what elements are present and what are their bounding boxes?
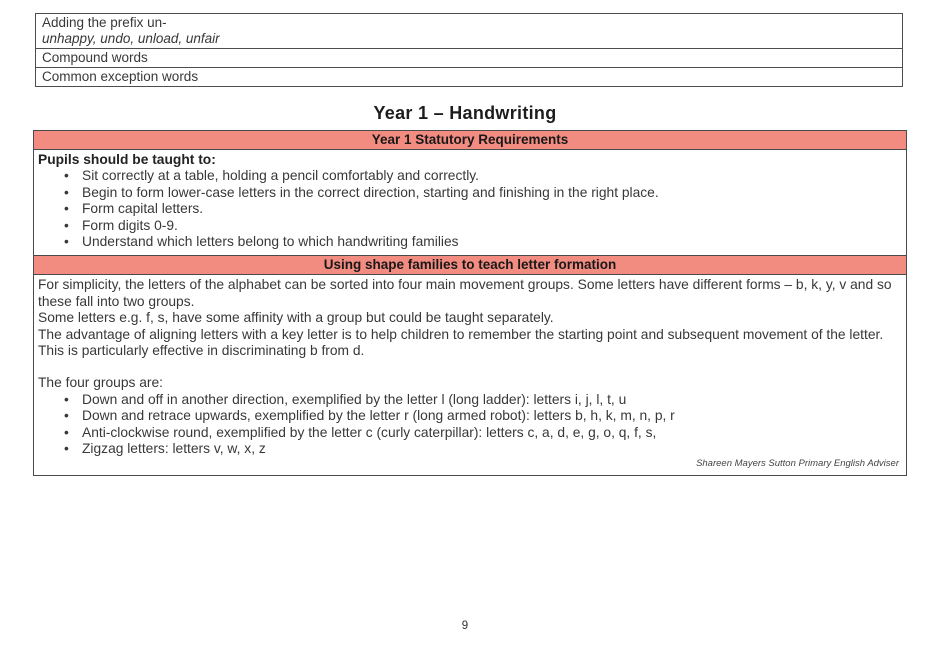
letter-groups-list [38,392,901,458]
list-item [38,185,901,201]
section-header-shape-families: Using shape families to teach letter formation [34,255,906,275]
paragraph: The advantage of aligning letters with a key letter is to help children to remember the starting point and subsequent movement of the letter. This is particularly effective in discriminating b from d. [38,326,884,359]
handwriting-table [33,130,907,476]
shape-families-cell [34,275,906,474]
list-item-text: Begin to form lower-case letters in the correct direction, starting and finishing in the right place. [82,184,659,200]
statutory-requirements-cell [34,150,906,255]
list-item-text: Zigzag letters: letters v, w, x, z [82,441,266,457]
list-item [38,441,901,457]
table-row [36,14,902,49]
table-cell-text: Common exception words [42,69,199,84]
bullet-icon: • [64,424,69,440]
bullet-icon: • [64,441,69,457]
list-item-text: Form digits 0-9. [82,217,178,233]
bullet-icon: • [64,201,69,217]
cell-intro-text: Pupils should be taught to: [38,152,216,167]
table-row [36,49,902,68]
paragraph: For simplicity, the letters of the alphabet can be sorted into four main movement groups. Some letters have different forms – b, k, y, v and so these fall into two groups. [38,277,892,309]
section-header-statutory-requirements: Year 1 Statutory Requirements [34,131,906,150]
list-item [38,425,901,441]
table-cell-text: Adding the prefix un- [42,15,167,30]
bullet-icon: • [64,217,69,233]
author-credit: Shareen Mayers Sutton Primary English Adviser [696,457,899,469]
bullet-icon: • [64,234,69,250]
list-item [38,408,901,424]
list-item [38,392,901,408]
groups-intro-text: The four groups are: [38,375,164,391]
blank-line [38,359,901,375]
list-item-text: Sit correctly at a table, holding a pencil comfortably and correctly. [82,168,479,184]
page-number: 9 [461,620,469,632]
bullet-icon: • [64,408,69,424]
list-item-text: Down and retrace upwards, exemplified by the letter r (long armed robot): letters b, h, k, m, n, p, r [82,408,675,424]
list-item [38,218,901,234]
paragraph: Some letters e.g. f, s, have some affinity with a group but could be taught separately. [38,310,554,326]
list-item [38,234,901,250]
statutory-requirements-list [38,168,901,250]
list-item [38,201,901,217]
list-item-text: Form capital letters. [82,201,204,217]
bullet-icon: • [64,168,69,184]
table-cell-example-text: unhappy, undo, unload, unfair [42,31,220,46]
bullet-icon: • [64,184,69,200]
bullet-icon: • [64,391,69,407]
list-item-text: Understand which letters belong to which handwriting families [82,234,459,250]
table-row [36,68,902,86]
list-item-text: Down and off in another direction, exemplified by the letter l (long ladder): letters i, j, l, t, u [82,391,627,407]
list-item-text: Anti-clockwise round, exemplified by the letter c (curly caterpillar): letters c, a, d, e, g, o, q, f, s, [82,424,657,440]
page-title: Year 1 – Handwriting [373,103,557,123]
spelling-topics-table [35,13,903,87]
table-cell-text: Compound words [42,50,148,65]
list-item [38,168,901,184]
